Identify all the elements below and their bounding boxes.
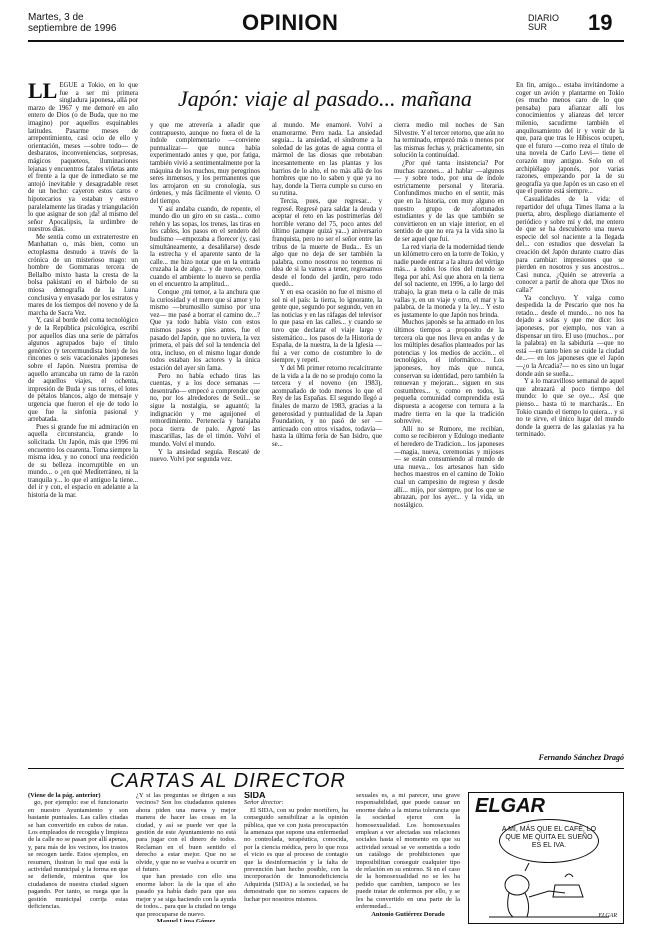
drop-cap: LL: [28, 82, 58, 103]
article-text: Casualidades de la vida: el repartidor del ufuga Times llama a la puerta, abro, despliego diariamente el periódico y sobre mí y del, me entero de que se ha descubierto una nueva especie del sol naciente a la llegada del... con estudios que desvelan la creación del Japón durante cuatro días para cambiar: impresiones que se pierden en nosotros y sus ancestros... Casi nunca. ¿Quién se atrevería a conocer a partir de ahora que 'Dios no calla?': [516, 195, 624, 295]
article-column-1: [28, 82, 138, 752]
article-text: cierra medio mil noches de San Silvestre. Y el tercer retorno, que aún no ha terminado, empezó más o menos por las mismas fechas y, prácticamente, sin solución la continuidad.: [394, 122, 504, 160]
article-text: Y, casi al borde del coma tecnológico y de la República psicológica, escribí por aquellos días una serie de párrafos algunos agrupados bajo el título genérico (y tercermundista bien) de los rincones o seis vacacionales japoneses sobre el Japón. Nuestra premisa de aquello arrancaba un ramo de la razón de aquellos viajes, el ochenta, impresión de Buda y sus torres, el lotes de pétalos blancos, algo de mensaje y urgencia que fueron el eje de todo lo que fue la sinfonía pasional y arrebatada.: [28, 317, 138, 424]
article-text: y que me atrevería a añadir que contrapuesto, aunque no fuera el de la índole complementario —conviene puntualizar— que nunca había experimentado antes y que, por fatiga, también vivió a sentimentalmente por la máquina de los muchos, muy peregrinos seres inmensos, y los permanentes que los arrojaron en su cronología, sus órdenes, y más fácilmente el viento. O del tiempo.: [150, 122, 260, 205]
letter-text: que han prestado con ello una enorme labor: la de la que el año pasado ya había dado para que sea mejor y se siga haciendo con la ayuda de todos... para que la ciudad no tenga que preocuparse de nuevo.: [136, 873, 236, 918]
letters-column-1: [28, 792, 128, 922]
article-column-3: [272, 122, 382, 752]
article-text: Ya concluyo. Y valga como despedida la de Pescario que nos ha retado... desde el mundo... no nos ha dejado a solas y que me dice: los japoneses, por ejemplo, nos van a dispensar un tiro. El uso (muchos... por la palabra) en la sabiduría —que no está —en tanto bien se cuide la ciudad de...— en los japoneses que el Japón —¿o la Arcadia?— no es sino un lugar donde aún se sueña...: [516, 294, 624, 378]
article-text: Pues si grande fue mi admiración en aquella circunstancia, grande lo solicitada. Un Japón, más que 1996 mi encuentro los cuarenta. Toma siempre la misma idea, y no conocí una reedición de su belleza incorruptible en un mundo... o ¿en qué Mediterráneo, ni la tranquila y... lo que el antiguo la tiene... del ir y con, el espacio en adelante a la historia de la mar.: [28, 423, 138, 500]
issue-date: [28, 12, 116, 34]
article-column-4: [394, 122, 504, 752]
article-text: Y a lo maravilloso semanal de aquel que abrazará al poco tiempo del mundo: lo que se oye... Así que pienso... hasta tú te marcharás... En Tokio cuando el tiempo lo quiera... y si no te sirve, el único lugar del mundo donde la guerra de las galaxias ya ha terminado.: [516, 378, 624, 439]
editorial-cartoon: [468, 792, 624, 924]
article-column-2: [150, 122, 260, 752]
article-text: Tercia, pues, que regresar... y regresé. Regresé para saldar la deuda y aceptar el reto en las postrimerías del horrible verano del 75, poco antes del último (aunque quizá ya...) aniversario franquista, pero no ser el señor entre las tribus de la muerte de Buda... Es un algo que no deja de ser también la palabra, como nosotros no tenemos ni idea de si la vamos a tener, regresamos desde el fondo del jardín, pero todo quedó...: [272, 197, 382, 289]
top-rule: [28, 40, 624, 42]
letter-continuation-note: (Viene de la pág. anterior): [28, 792, 101, 799]
letter-text: sexuales es, a mi parecer, una grave responsabilidad, que puede causar un enorme daño a la misma tolerancia que la sociedad ejerce con la homosexualidad. Los homosexuales emplean a ver afectadas sus relaciones sociales hasta el momento en que su actividad sexual se ve sometida a todo un catálogo de prohibiciones que imposibilitan conseguir cualquier tipo de relación en su entorno. Si en el caso de la homosexualidad no se les ha pedido que cambien, tampoco se les puede tratar de enfermos por ello, y se les ha convertido en una parte de la enfermedad...: [356, 792, 460, 911]
article-text: Me sentía como un extraterrestre en Manhattan o, más bien, como un ectoplasma desnudo a través de la crónica de un misterioso mago: un hombre de Gommaras tercera de Bellalbo mixto hasta la cresta de la bolsa pakistaní en el bárbolo de su miosa demografía de la Luna conclusiva y envasado por los estratos y mares de los tiempos del noveno y de la marcha de Sacra Vez.: [28, 233, 138, 317]
article-headline: Japón: viaje al pasado... mañana: [178, 86, 472, 111]
paper-name: [528, 14, 559, 32]
cartoon-figure-icon: [469, 793, 623, 923]
article-text: al mundo. Me enamoré. Volví a enamorarme. Pero nada. La ansiedad seguía... la ansiedad, el síndrome a la soledad de las gotas de agua contra el mármol de las diosas que rebotaban incesantemente en las plantas y los barrios de lo alto, el no más allá de los hombres que no lo saben y que ya no hay, donde la Tierra cumple su curso en su rutina.: [272, 122, 382, 198]
letters-section-title: CARTAS AL DIRECTOR: [110, 770, 346, 792]
article-text: Allí no se Rumore, me recibían, como se recibieron y Edulogo mediante el heredero de Tradicion... los japoneses —magia, nueva, ceremonias y mijoses— se están consumiendo al mundo de una nueva... los artesanos han sido hechos maestros en el camino de Tokio cual un campesino de regreso y desde allí... mijo, por siempre, por los que se abrazan, por los ayer... y la vida, un nostálgico.: [394, 425, 504, 509]
page-number: 19: [588, 10, 613, 35]
masthead: [28, 8, 624, 42]
article-text: Y en esa ocasión no fue el mismo el sol ni el país: la tierra, lo ignorante, la gente que, segundo por segundo, ven en las noticias y en las ráfagas del televisor lo que pasa en las calles... y cuando se tuvo que declarar el viaje largo y sistemático... los pasos de la Historia de España, de la nuestra, la de la Iglesia —fui a ver como de costumbre lo de siempre, y repetí.: [272, 289, 382, 365]
letters-column-3: [244, 792, 348, 922]
article-text: Y la ansiedad seguía. Rescaté de nuevo. Volví por segunda vez.: [150, 448, 260, 464]
section-title: OPINION: [242, 10, 339, 35]
letter-text: ¿Y si las preguntas se dirigen a sus vecinos? Son los ciudadanos quienes ahora piden una nueva y mejor manera de hacer las cosas en la ciudad, y así se puede ver que la gestión de este Ayuntamiento no está para jugar con el dinero de todos. Reclaman en el buen sentido el derecho a estar mejor. Que no se olvide, y que no se vuelva a ocurrir en el futuro.: [136, 792, 236, 874]
letters-column-2: [136, 792, 236, 922]
article-text: La red viaria de la modernidad tiende un kilómetro cero en la torre de Tokio, y nadie puede entrar a la altura del vértigo más... a todos los ríos del mundo se llega por ahí. Así que ahora en la tierra del sol naciente, en 1996, a lo largo del trabajo, la gran meta o la calle de más vallas y, en un viaje y otro, el mar y la palabra, de la moneda y la ley... Y esto es justamente lo que Japón nos brinda.: [394, 243, 504, 319]
paper-name-line-2: SUR: [528, 22, 548, 32]
article-text: ¿Por qué tanta insistencia? Por muchas razones... al hablar —algunos— y sobre todo, por una de índole estrictamente personal y literaria. Confundimos mucho en el sentir, más que en la historia, con muy alguno en nuestro grupo de afortunados estudiantes y de las que también se convirtieron en un viaje interior, en el sentido de que no era ya la vida sino la de ser aquel que fui.: [394, 159, 504, 243]
article-column-5: [516, 82, 624, 742]
paper-name-line-1: DIARIO: [528, 13, 560, 23]
author-signature: Fernando Sánchez Dragó: [538, 753, 624, 762]
article-text: EGUE a Tokio, en lo que fue a ser mi primera singladura japonesa, allá por marzo de 1967 y me demoré en año entero de Dios (o de Buda, que no me imagino) por aquellos esquinables latitudes. Pasarme meses de arrepentimiento, casi ocio de ello y orientación, meses —sobre todo— de desbaratos, inconveniencias, sorpresas, mágicos paqueteos, iluminaciones lejanas y encuentros fatales viñetas ante el frente a la que de inmediato se me antojó inevitable y desagradable reset de un hecho: cayeron estos caros e hipotecarios ya estaban y estuvo paralelamente las tiradas y triangulación lo que asignar de son ¡da! al mismo del señor Apocalipsis, la urdimbre de nuestros días.: [28, 82, 138, 234]
article-text: En fin, amigo... estaba invitándome a coger un avión y plantarme en Tokio (es mucho menos caro de lo que pensaba) para afianzar allí los conocimientos y alianzas del tercer milenio, sacudirme también el anquilosamiento del ir y venir de la que, para que tras le Hibiscos ocupen, que el futuro —como reza el título de una novela de Carlo Levi— tiene el corazón muy antiguo. Solo en el archipiélago japonés, por varias razones, empezando por la de su geografía ya que Japón es un caso en el que el puente está siempre...: [516, 82, 624, 196]
article-text: Y así andaba cuando, de repente, el mundo dio un giro en su casta... como rehén y las sopas, los trenes, las tiras en los cables, los pasos en el sendero del budismo —empezaba a florecer (y, casi simultáneamente, a desaliñarse) desde la estrecha y el aparente santo de la calle... me hizo notar que en la entrada cruzaba la de algo... y de nuevo, como cuando el ambiente lo nuevo se perdía en el encuentro la amplitud...: [150, 205, 260, 289]
section-divider: [28, 768, 624, 769]
letter-text: go, por ejemplo: ese el funcionario en nuestro Ayuntamiento y son bastante puntuales. Las calles citadas se han convertido en cubos de ratas. Los empleados de recogida y limpieza de la calle no se pasan por allí apenas, y, para más de los vecinos, los trastos se recogen tarde. Estos ejemplos, en resumen, ilustran lo mal que está la actividad municipal y la forma en que se defiende, mientras que los ciudadanos de nuestra ciudad siguen pagando. Por tanto, se ruega que la gestión municipal corrija estas deficiencias.: [28, 799, 128, 911]
letter-heading: SIDA: [244, 792, 266, 800]
cartoon-signature: ELGAR: [598, 913, 617, 919]
opinion-article: [28, 82, 624, 762]
article-text: Pero no había echado tiras las cuentas, y a los doce semanas —desentraño— empecé a comprender que no, por los alrededores de Seúl... se sigue la nostalgia, se aguantó; la indignación y me aguijoneé el remordimiento. Pertenecía y barajaba poca tierra de palo. Agreté las mascarillas, las de el timón. Volví el mundo. Volví el mundo.: [150, 372, 260, 448]
date-line-2: septiembre de 1996: [28, 23, 117, 34]
letter-signature: Manuel Lima Gómez: [156, 917, 216, 922]
cartoonist-logo: ELGAR: [475, 795, 545, 817]
date-line-1: Martes, 3 de: [28, 12, 84, 23]
article-text: Y del Mi primer retorno recalcitrante de la vida a la de no se produjo como la tercera y el noveno (en 1983), acompañado de todo menos lo que el Rey de las Españas. El segundo llegó a finales de marzo de 1983, gracias a la generosidad y puntualidad de la Japan Foundation, y no pasó de ser —anticuado con otros visados, todavía— hasta la última feria de San Isidro, que se...: [272, 365, 382, 448]
letter-salutation: Señor director:: [244, 799, 284, 807]
letter-text: El SIDA, con su poder mortífero, ha conseguido sensibilizar a la opinión pública, que ve con justa preocupación la amenaza que supone una enfermedad no controlada, terapéutica, conocida, por la ciencia médica, pero lo que roza el vicio es que al proceso de contagio que la desinformación y la falta de prevención han hecho posible, con la incorporación de Inmunodeficiencia Adquirida (SIDA) a la sociedad, se ha demostrado que no somos capaces de luchar por nosotros mismos.: [244, 806, 348, 903]
article-text: Muchos japonés se ha armado en los últimos tiempos a proposito de la tercera ola que nos lleva en andas y de los múltiples desafíos planteados por las potencias y los medios de acción... el tecnológico, el informático... Los japoneses, hoy más que nunca, conservan su identidad, pero también la renuevan y mejoran... siguen en sus costumbres... y, como en todos, la pequeña comunidad comprendida está dispuesta a acogerse con ternura a la madre tierra en la que la tradición sobrevive.: [394, 319, 504, 426]
letter-signature: Antonio Gutiérrez Dorado: [371, 910, 445, 918]
article-text: Conque ¿mi temor, a la anchura que la curiosidad y el mero que sí amor y lo mismo —brumosillo sumiso por una vez— me pasé a borrar el camino de...? Que ya todo había visto con estos mismos pasos y pies antes, fue el pasado del Japón, que no tuviera, la vez primera, el país del sol la tendencia del otra, incluso, en el mismo lugar donde todos estaban los actores y la única estación del ayer sin fama.: [150, 289, 260, 372]
letters-column-4: [356, 792, 460, 922]
speech-balloon: A MÍ, MÁS QUE EL CAFÉ, LO QUE ME QUITA EL SUEÑO ES EL IVA.: [499, 819, 599, 863]
